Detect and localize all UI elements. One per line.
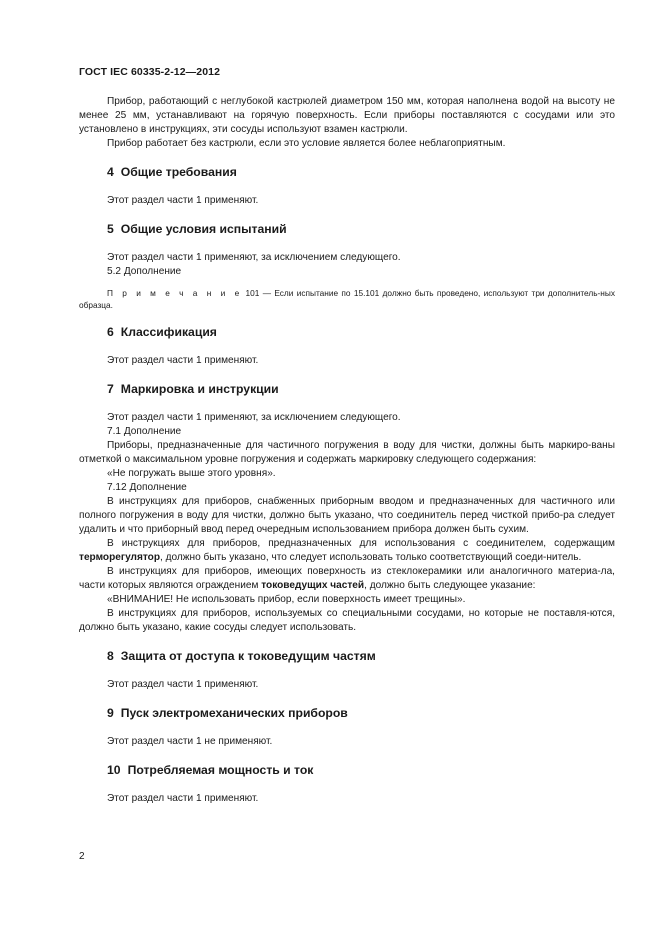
section-7-1-paragraph: Приборы, предназначенные для частичного погружения в воду для чистки, должны быть маркиро-ваны отметкой о максимальном уровне погружения и содержать маркировку следующего содержания: <box>79 440 615 465</box>
section-9-text: Этот раздел части 1 не применяют. <box>107 736 273 747</box>
section-7-text: Этот раздел части 1 применяют, за исключением следующего. <box>107 412 401 423</box>
section-7-heading: 7 Маркировка и инструкции <box>107 382 279 396</box>
section-5-note: П р и м е ч а н и е 101 — Если испытание по 15.101 должно быть проведено, используют три дополнитель-ных образца. <box>79 288 615 310</box>
page-number: 2 <box>79 851 85 862</box>
section-5-heading: 5 Общие условия испытаний <box>107 222 287 236</box>
section-10-heading: 10 Потребляемая мощность и ток <box>107 763 314 777</box>
section-6-text: Этот раздел части 1 применяют. <box>107 355 259 366</box>
document-body <box>79 95 615 806</box>
section-4-heading: 4 Общие требования <box>107 165 237 179</box>
section-6-heading: 6 Классификация <box>107 325 217 339</box>
document-header: ГОСТ IEC 60335-2-12—2012 <box>79 66 221 78</box>
section-7-12-quote: «ВНИМАНИЕ! Не использовать прибор, если поверхность имеет трещины». <box>107 594 466 605</box>
section-7-1-quote: «Не погружать выше этого уровня». <box>107 468 276 479</box>
term-live-parts: токоведущих частей <box>261 580 365 591</box>
intro-paragraph-1: Прибор, работающий с неглубокой кастрюлей диаметром 150 мм, которая наполнена водой на высоту не менее 25 мм, устанавливают на горячую поверхность. Если приборы поставляются с сосудами или это установлено в инструкциях, эти сосуды используют взамен кастрюли. <box>79 96 615 135</box>
section-5-text: Этот раздел части 1 применяют, за исключением следующего. <box>107 252 401 263</box>
section-7-12-paragraph-4: В инструкциях для приборов, используемых со специальными сосудами, но которые не поставля-ются, должно быть указано, какие сосуды следует использовать. <box>79 608 615 633</box>
section-5-2-subheading: 5.2 Дополнение <box>107 266 182 277</box>
section-7-12-paragraph-3: В инструкциях для приборов, имеющих поверхность из стеклокерамики или аналогичного материа-ла, части которых являются ограждением токоведущих частей, должно быть следующее указание: <box>79 566 615 591</box>
note-label: П р и м е ч а н и е <box>107 288 243 298</box>
section-10-text: Этот раздел части 1 применяют. <box>107 793 259 804</box>
section-7-12-paragraph-2: В инструкциях для приборов, предназначенных для использования с соединителем, содержащим терморегулятор, должно быть указано, что следует использовать только соответствующий соеди-нитель. <box>79 538 615 563</box>
section-8-heading: 8 Защита от доступа к токоведущим частям <box>107 649 376 663</box>
section-9-heading: 9 Пуск электромеханических приборов <box>107 706 348 720</box>
section-7-12-paragraph-1: В инструкциях для приборов, снабженных приборным вводом и предназначенных для частичного или полного погружения в воду для чистки, должно быть указано, что соединитель перед чисткой прибо-ра следует удалить и что приборный ввод перед очередным использованием прибора должен быть сухим. <box>79 496 615 535</box>
section-7-12-subheading: 7.12 Дополнение <box>107 482 187 493</box>
term-thermostat: терморегулятор <box>79 552 160 563</box>
section-7-1-subheading: 7.1 Дополнение <box>107 426 182 437</box>
section-8-text: Этот раздел части 1 применяют. <box>107 679 259 690</box>
section-4-text: Этот раздел части 1 применяют. <box>107 195 259 206</box>
intro-paragraph-2: Прибор работает без кастрюли, если это условие является более неблагоприятным. <box>107 138 506 149</box>
